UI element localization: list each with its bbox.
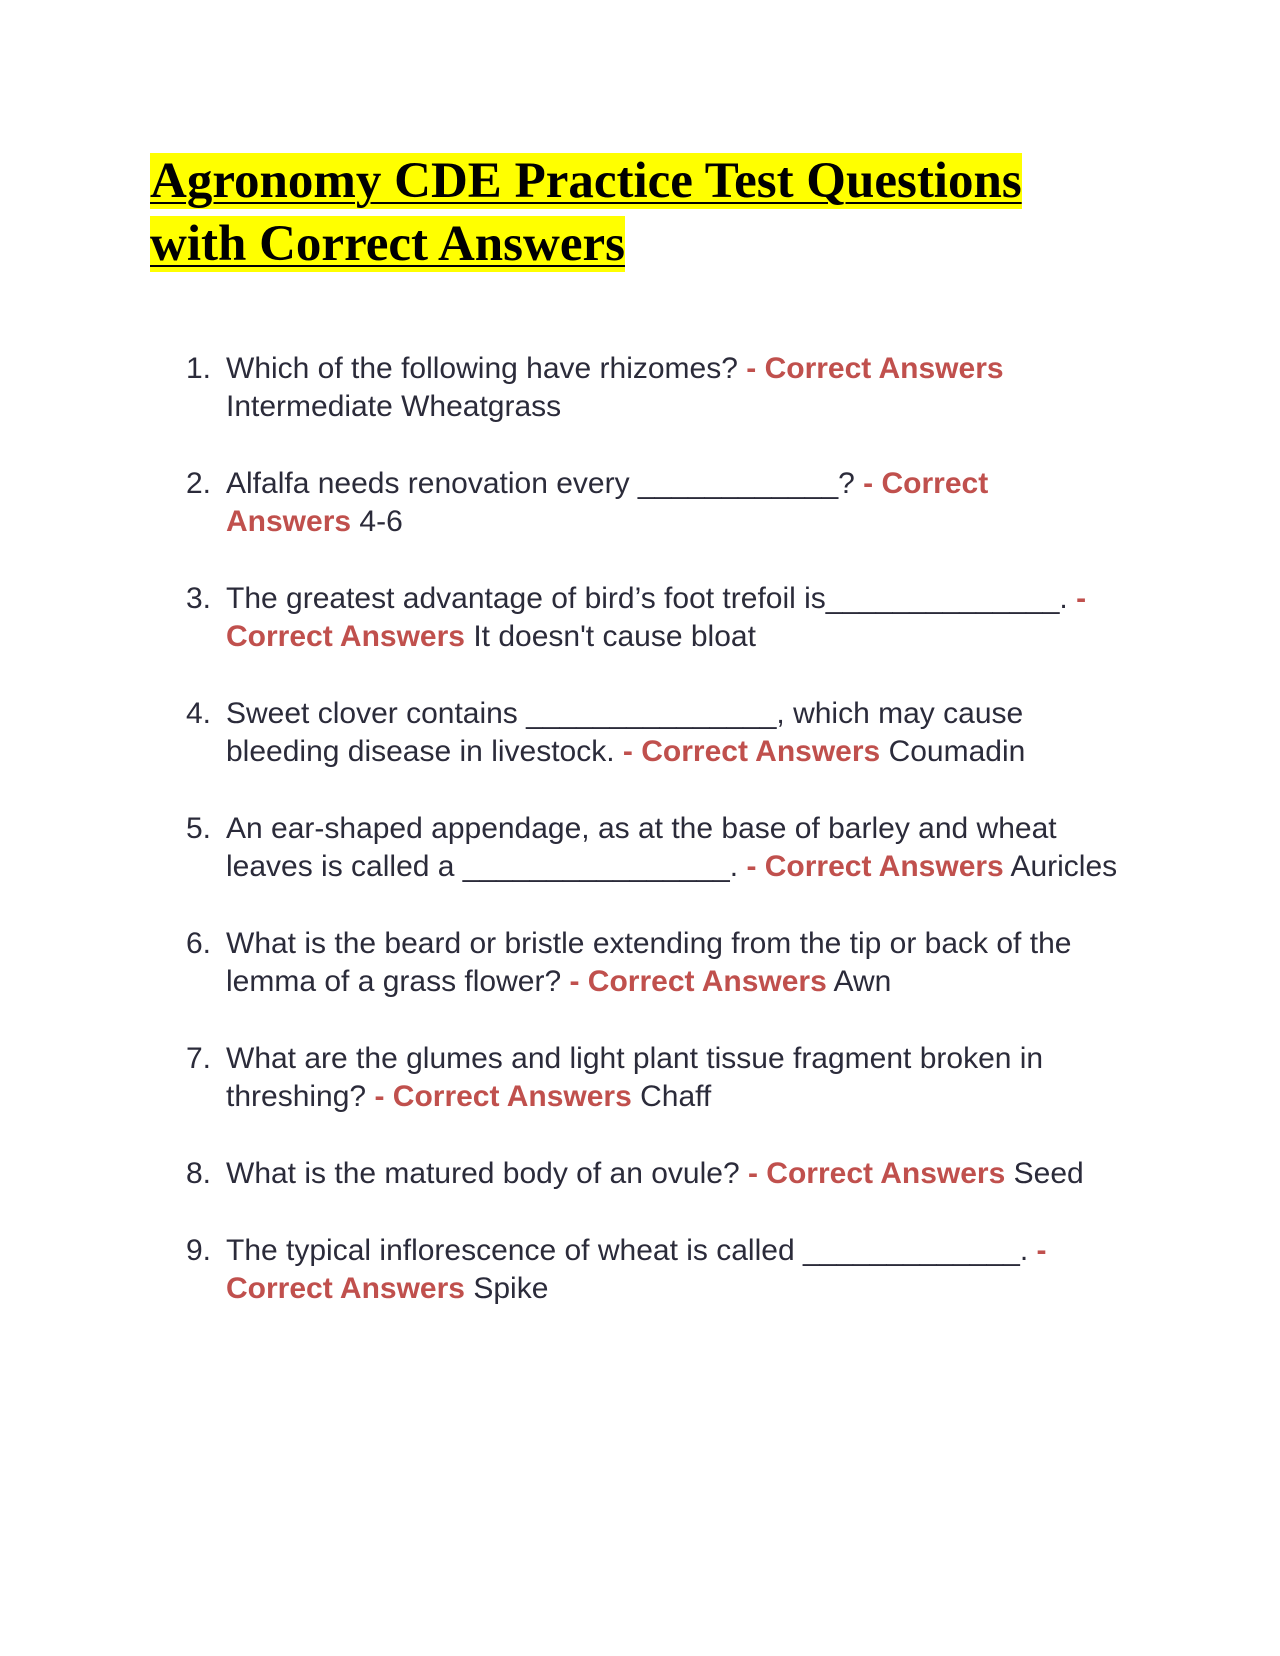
question-item-2: [150, 465, 1120, 541]
question-item-8: [150, 1155, 1120, 1193]
answer-text: Spike: [473, 1272, 549, 1305]
question-text: An ear-shaped appendage, as at the base of barley and wheat leaves is called a ________________.: [226, 812, 1057, 883]
question-item-9: [150, 1232, 1120, 1308]
question-number: 9.: [186, 1234, 212, 1267]
question-text: What is the beard or bristle extending from the tip or back of the lemma of a grass flower?: [226, 927, 1072, 998]
correct-answers-label: - Correct Answers: [226, 1234, 1047, 1305]
answer-text: Auricles: [1010, 850, 1118, 883]
answer-text: Coumadin: [888, 735, 1026, 768]
correct-answers-label: - Correct Answers: [226, 582, 1087, 653]
correct-answers-label: - Correct Answers: [622, 735, 881, 768]
correct-answers-label: - Correct Answers: [569, 965, 827, 998]
question-number: 8.: [186, 1157, 212, 1190]
answer-text: Seed: [1013, 1157, 1084, 1190]
question-text: Which of the following have rhizomes?: [226, 352, 738, 385]
correct-answers-label: - Correct Answers: [374, 1080, 632, 1113]
answer-text: Awn: [833, 965, 892, 998]
answer-text: Intermediate Wheatgrass: [226, 390, 562, 423]
question-text: What is the matured body of an ovule?: [226, 1157, 740, 1190]
correct-answers-label: - Correct Answers: [746, 352, 1004, 385]
question-number: 6.: [186, 927, 212, 960]
document-title-text: Agronomy CDE Practice Test Questions with Correct Answers: [150, 153, 1022, 272]
question-number: 2.: [186, 467, 212, 500]
question-text: Alfalfa needs renovation every ____________?: [226, 467, 855, 500]
question-text: What are the glumes and light plant tissue fragment broken in threshing?: [226, 1042, 1044, 1113]
answer-text: It doesn't cause bloat: [473, 620, 756, 653]
question-number: 7.: [186, 1042, 212, 1075]
correct-answers-label: - Correct Answers: [747, 1157, 1006, 1190]
question-item-5: [150, 810, 1120, 886]
question-text: Sweet clover contains _______________, which may cause bleeding disease in livestock.: [226, 697, 1024, 768]
answer-text: 4-6: [359, 505, 403, 538]
question-item-1: [150, 350, 1120, 426]
correct-answers-label: - Correct Answers: [746, 850, 1004, 883]
question-item-4: [150, 695, 1120, 771]
question-item-3: [150, 580, 1120, 656]
question-item-7: [150, 1040, 1120, 1116]
question-text: The greatest advantage of bird’s foot trefoil is______________.: [226, 582, 1068, 615]
question-number: 4.: [186, 697, 212, 730]
question-list: [150, 350, 1120, 1347]
question-number: 1.: [186, 352, 212, 385]
question-number: 3.: [186, 582, 212, 615]
question-text: The typical inflorescence of wheat is called _____________.: [226, 1234, 1029, 1267]
document-title: [150, 150, 1090, 276]
question-item-6: [150, 925, 1120, 1001]
question-number: 5.: [186, 812, 212, 845]
correct-answers-label: - Correct Answers: [226, 467, 989, 538]
answer-text: Chaff: [640, 1080, 712, 1113]
